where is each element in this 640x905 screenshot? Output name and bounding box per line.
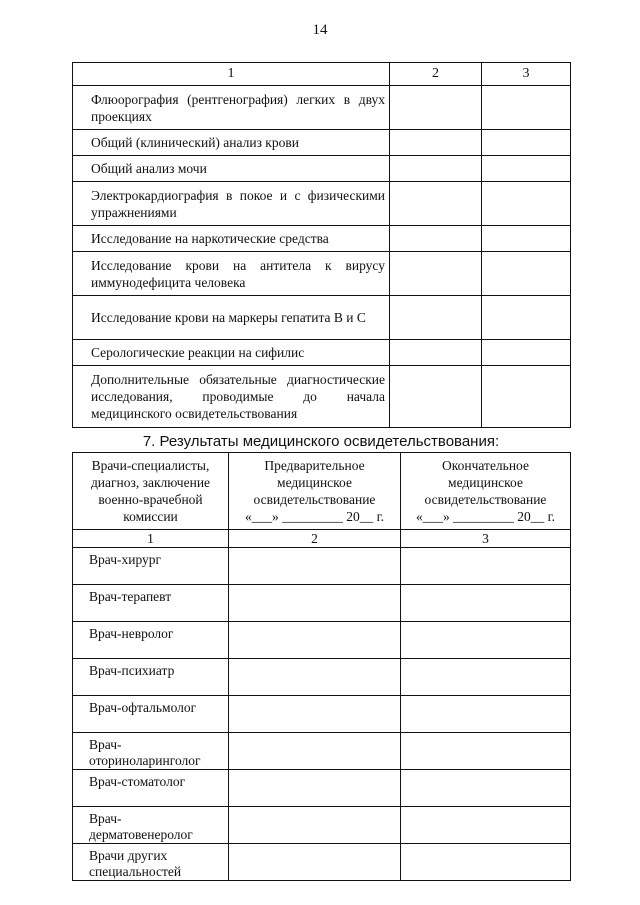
examination-row — [73, 296, 571, 340]
examination-name: Общий (клинический) анализ крови — [73, 130, 390, 156]
result-cell[interactable] — [482, 252, 571, 296]
examination-row — [73, 252, 571, 296]
examination-name: Дополнительные обязательные диагностические исследования, проводимые до начала медицинского освидетельствования — [73, 366, 390, 428]
column-number: 1 — [73, 530, 229, 548]
result-cell[interactable] — [482, 340, 571, 366]
final-cell[interactable] — [401, 585, 571, 622]
examination-row — [73, 226, 571, 252]
preliminary-cell[interactable] — [229, 844, 401, 881]
final-cell[interactable] — [401, 659, 571, 696]
preliminary-cell[interactable] — [229, 696, 401, 733]
result-cell[interactable] — [390, 366, 482, 428]
result-cell[interactable] — [482, 130, 571, 156]
doctor-name: Врач-офтальмолог — [73, 696, 229, 733]
result-cell[interactable] — [390, 156, 482, 182]
doctor-row — [73, 807, 571, 844]
result-cell[interactable] — [390, 296, 482, 340]
column-number: 1 — [73, 63, 390, 86]
final-cell[interactable] — [401, 770, 571, 807]
doctor-name: Врач-стоматолог — [73, 770, 229, 807]
section-title: 7. Результаты медицинского освидетельствования: — [142, 433, 500, 450]
examination-row — [73, 86, 571, 130]
column-number: 2 — [390, 63, 482, 86]
examination-row — [73, 156, 571, 182]
doctor-row — [73, 548, 571, 585]
examination-name: Серологические реакции на сифилис — [73, 340, 390, 366]
preliminary-cell[interactable] — [229, 585, 401, 622]
final-header — [401, 453, 571, 530]
final-header-label: Окончательное медицинское освидетельствование — [424, 458, 547, 507]
doctor-row — [73, 733, 571, 770]
doctor-name: Врач-дерматовенеролог — [73, 807, 229, 844]
preliminary-cell[interactable] — [229, 548, 401, 585]
examination-name: Исследование крови на антитела к вирусу иммунодефицита человека — [73, 252, 390, 296]
preliminary-header-label: Предварительное медицинское освидетельствование — [253, 458, 376, 507]
result-cell[interactable] — [390, 226, 482, 252]
examination-name: Общий анализ мочи — [73, 156, 390, 182]
examination-name: Электрокардиография в покое и с физическими упражнениями — [73, 182, 390, 226]
examination-name: Флюорография (рентгенография) легких в двух проекциях — [73, 86, 390, 130]
doctor-name: Врач-оториноларинголог — [73, 733, 229, 770]
doctor-row — [73, 696, 571, 733]
final-cell[interactable] — [401, 844, 571, 881]
doctor-name: Врач-терапевт — [73, 585, 229, 622]
result-cell[interactable] — [482, 86, 571, 130]
final-date: «___» _________ 20__ г. — [415, 509, 555, 524]
final-cell[interactable] — [401, 548, 571, 585]
result-cell[interactable] — [482, 156, 571, 182]
preliminary-cell[interactable] — [229, 770, 401, 807]
doctor-row — [73, 844, 571, 881]
preliminary-date: «___» _________ 20__ г. — [244, 509, 384, 524]
result-cell[interactable] — [390, 340, 482, 366]
examination-name: Исследование крови на маркеры гепатита В и С — [73, 296, 390, 340]
examination-row — [73, 340, 571, 366]
result-cell[interactable] — [482, 226, 571, 252]
final-cell[interactable] — [401, 696, 571, 733]
results-table — [72, 452, 571, 881]
result-cell[interactable] — [390, 182, 482, 226]
result-cell[interactable] — [390, 252, 482, 296]
column-number: 3 — [482, 63, 571, 86]
final-cell[interactable] — [401, 622, 571, 659]
result-cell[interactable] — [482, 296, 571, 340]
result-cell[interactable] — [482, 366, 571, 428]
result-cell[interactable] — [390, 86, 482, 130]
column-numbers-row — [73, 530, 571, 548]
doctor-name: Врач-хирург — [73, 548, 229, 585]
preliminary-cell[interactable] — [229, 659, 401, 696]
examination-name: Исследование на наркотические средства — [73, 226, 390, 252]
doctor-name: Врачи других специальностей — [73, 844, 229, 881]
doctor-row — [73, 585, 571, 622]
doctor-row — [73, 659, 571, 696]
examinations-table — [72, 62, 571, 428]
result-cell[interactable] — [482, 182, 571, 226]
examination-row — [73, 366, 571, 428]
result-cell[interactable] — [390, 130, 482, 156]
specialists-header: Врачи-специалисты, диагноз, заключение военно-врачебной комиссии — [73, 453, 229, 530]
final-cell[interactable] — [401, 733, 571, 770]
preliminary-cell[interactable] — [229, 733, 401, 770]
final-cell[interactable] — [401, 807, 571, 844]
examination-row — [73, 182, 571, 226]
column-number: 3 — [401, 530, 571, 548]
doctor-name: Врач-невролог — [73, 622, 229, 659]
column-number: 2 — [229, 530, 401, 548]
preliminary-cell[interactable] — [229, 807, 401, 844]
results-header-row — [73, 453, 571, 530]
preliminary-cell[interactable] — [229, 622, 401, 659]
doctor-row — [73, 770, 571, 807]
examination-row — [73, 130, 571, 156]
doctor-name: Врач-психиатр — [73, 659, 229, 696]
page-number: 14 — [312, 22, 328, 38]
examinations-header-row — [73, 63, 571, 86]
preliminary-header — [229, 453, 401, 530]
doctor-row — [73, 622, 571, 659]
